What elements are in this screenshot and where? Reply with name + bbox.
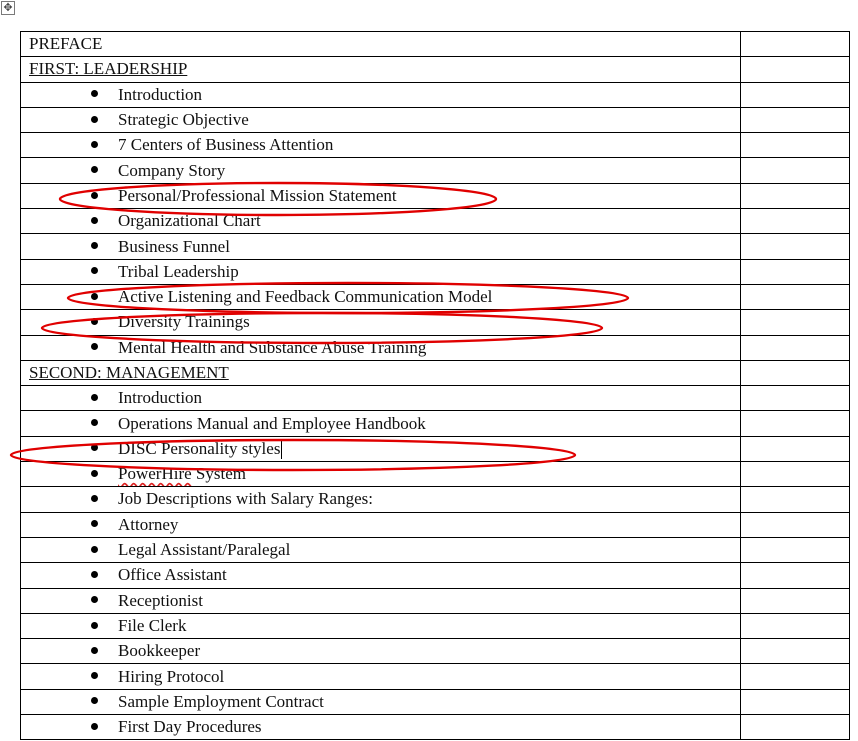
bullet-icon xyxy=(91,242,98,249)
toc-title-cell[interactable] xyxy=(21,82,741,107)
toc-title-cell[interactable] xyxy=(21,259,741,284)
toc-title-cell[interactable] xyxy=(21,512,741,537)
bullet-item-text: Hiring Protocol xyxy=(118,666,225,686)
toc-title-cell[interactable] xyxy=(21,563,741,588)
bullet-icon xyxy=(91,116,98,123)
toc-title-cell[interactable] xyxy=(21,689,741,714)
toc-page-cell[interactable] xyxy=(741,57,850,82)
toc-page-cell[interactable] xyxy=(741,107,850,132)
bullet-icon xyxy=(91,495,98,502)
toc-title-cell[interactable] xyxy=(21,57,741,82)
bullet-icon xyxy=(91,90,98,97)
bullet-icon xyxy=(91,217,98,224)
bullet-item-text: Mental Health and Substance Abuse Training xyxy=(118,337,427,357)
bullet-item-row xyxy=(21,664,850,689)
toc-title-cell[interactable] xyxy=(21,32,741,57)
toc-title-cell[interactable] xyxy=(21,386,741,411)
bullet-icon xyxy=(91,343,98,350)
toc-title-cell[interactable] xyxy=(21,234,741,259)
bullet-item-row xyxy=(21,563,850,588)
section-heading-text: FIRST: LEADERSHIP xyxy=(29,59,188,79)
toc-page-cell[interactable] xyxy=(741,335,850,360)
bullet-item-row xyxy=(21,107,850,132)
bullet-item-text: Organizational Chart xyxy=(118,211,261,231)
toc-page-cell[interactable] xyxy=(741,411,850,436)
toc-page-cell[interactable] xyxy=(741,563,850,588)
toc-page-cell[interactable] xyxy=(741,133,850,158)
bullet-icon xyxy=(91,647,98,654)
bullet-icon xyxy=(91,546,98,553)
bullet-icon xyxy=(91,723,98,730)
toc-page-cell[interactable] xyxy=(741,259,850,284)
bullet-item-text: PowerHire System xyxy=(118,464,246,484)
bullet-item-row xyxy=(21,133,850,158)
toc-page-cell[interactable] xyxy=(741,588,850,613)
bullet-icon xyxy=(91,697,98,704)
bullet-item-text: 7 Centers of Business Attention xyxy=(118,135,334,155)
bullet-item-row xyxy=(21,183,850,208)
bullet-item-text: Bookkeeper xyxy=(118,641,201,661)
toc-page-cell[interactable] xyxy=(741,613,850,638)
bullet-item-row xyxy=(21,689,850,714)
toc-page-cell[interactable] xyxy=(741,689,850,714)
bullet-item-row xyxy=(21,335,850,360)
toc-page-cell[interactable] xyxy=(741,284,850,309)
toc-title-cell[interactable] xyxy=(21,639,741,664)
toc-title-cell[interactable] xyxy=(21,310,741,335)
bullet-item-text: Introduction xyxy=(118,84,203,104)
section-heading-row xyxy=(21,360,850,385)
toc-title-cell[interactable] xyxy=(21,107,741,132)
bullet-item-text: Introduction xyxy=(118,388,203,408)
table-move-handle-icon[interactable]: ✥ xyxy=(1,1,15,15)
toc-title-cell[interactable] xyxy=(21,411,741,436)
bullet-icon xyxy=(91,571,98,578)
toc-title-cell[interactable] xyxy=(21,436,741,461)
bullet-item-text: Sample Employment Contract xyxy=(118,691,324,711)
bullet-icon xyxy=(91,192,98,199)
section-heading-row xyxy=(21,57,850,82)
toc-title-cell[interactable] xyxy=(21,462,741,487)
bullet-icon xyxy=(91,267,98,274)
bullet-item-row xyxy=(21,411,850,436)
toc-page-cell[interactable] xyxy=(741,158,850,183)
bullet-item-text: Receptionist xyxy=(118,590,203,610)
toc-title-cell[interactable] xyxy=(21,183,741,208)
toc-title-cell[interactable] xyxy=(21,133,741,158)
toc-page-cell[interactable] xyxy=(741,82,850,107)
toc-title-cell[interactable] xyxy=(21,588,741,613)
bullet-item-row xyxy=(21,310,850,335)
toc-title-cell[interactable] xyxy=(21,209,741,234)
bullet-item-row xyxy=(21,284,850,309)
toc-title-cell[interactable] xyxy=(21,613,741,638)
bullet-item-text: Operations Manual and Employee Handbook xyxy=(118,413,426,433)
toc-page-cell[interactable] xyxy=(741,386,850,411)
bullet-item-text: Attorney xyxy=(118,514,179,534)
toc-title-cell[interactable] xyxy=(21,335,741,360)
bullet-icon xyxy=(91,419,98,426)
bullet-item-row xyxy=(21,487,850,512)
toc-page-cell[interactable] xyxy=(741,32,850,57)
spellcheck-flag[interactable]: PowerHire xyxy=(118,464,192,484)
toc-title-cell[interactable] xyxy=(21,360,741,385)
bullet-icon xyxy=(91,596,98,603)
bullet-item-text: Legal Assistant/Paralegal xyxy=(118,540,291,560)
bullet-item-row xyxy=(21,259,850,284)
bullet-item-row xyxy=(21,209,850,234)
toc-page-cell[interactable] xyxy=(741,436,850,461)
bullet-icon xyxy=(91,444,98,451)
bullet-item-row xyxy=(21,82,850,107)
bullet-item-row xyxy=(21,436,850,461)
toc-page-cell[interactable] xyxy=(741,310,850,335)
section-heading-row xyxy=(21,32,850,57)
toc-page-cell[interactable] xyxy=(741,664,850,689)
section-heading-text: PREFACE xyxy=(29,34,103,54)
toc-page-cell[interactable] xyxy=(741,537,850,562)
bullet-icon xyxy=(91,394,98,401)
bullet-item-text: Diversity Trainings xyxy=(118,312,250,332)
bullet-icon xyxy=(91,318,98,325)
bullet-item-text: Active Listening and Feedback Communication Model xyxy=(118,287,493,307)
bullet-icon xyxy=(91,141,98,148)
toc-page-cell[interactable] xyxy=(741,639,850,664)
bullet-item-row xyxy=(21,715,850,740)
bullet-item-text: Tribal Leadership xyxy=(118,261,239,281)
toc-page-cell[interactable] xyxy=(741,360,850,385)
bullet-item-row xyxy=(21,462,850,487)
text-cursor xyxy=(281,441,282,459)
bullet-item-row xyxy=(21,639,850,664)
bullet-item-text: Job Descriptions with Salary Ranges: xyxy=(118,489,373,509)
bullet-item-text: DISC Personality styles xyxy=(118,438,281,458)
toc-title-cell[interactable] xyxy=(21,537,741,562)
toc-title-cell[interactable] xyxy=(21,715,741,740)
section-heading-text: SECOND: MANAGEMENT xyxy=(29,363,229,382)
toc-page-cell[interactable] xyxy=(741,209,850,234)
bullet-item-text: Personal/Professional Mission Statement xyxy=(118,185,397,205)
bullet-item-row xyxy=(21,613,850,638)
bullet-icon xyxy=(91,520,98,527)
toc-title-cell[interactable] xyxy=(21,664,741,689)
bullet-item-text: Strategic Objective xyxy=(118,110,249,130)
bullet-item-row xyxy=(21,588,850,613)
toc-title-cell[interactable] xyxy=(21,284,741,309)
bullet-item-row xyxy=(21,234,850,259)
bullet-icon xyxy=(91,622,98,629)
bullet-icon xyxy=(91,166,98,173)
bullet-icon xyxy=(91,672,98,679)
toc-page-cell[interactable] xyxy=(741,512,850,537)
bullet-item-text: Business Funnel xyxy=(118,236,230,256)
bullet-item-text: File Clerk xyxy=(118,615,187,635)
bullet-icon xyxy=(91,470,98,477)
bullet-item-row xyxy=(21,158,850,183)
toc-title-cell[interactable] xyxy=(21,487,741,512)
bullet-item-text: First Day Procedures xyxy=(118,717,262,737)
bullet-item-text: Company Story xyxy=(118,160,226,180)
bullet-item-row xyxy=(21,512,850,537)
toc-page-cell[interactable] xyxy=(741,487,850,512)
toc-table xyxy=(20,31,850,740)
bullet-item-row xyxy=(21,537,850,562)
bullet-icon xyxy=(91,293,98,300)
bullet-item-row xyxy=(21,386,850,411)
toc-page-cell[interactable] xyxy=(741,462,850,487)
toc-page-cell[interactable] xyxy=(741,715,850,740)
bullet-item-text: Office Assistant xyxy=(118,565,227,585)
toc-page-cell[interactable] xyxy=(741,234,850,259)
toc-page-cell[interactable] xyxy=(741,183,850,208)
toc-title-cell[interactable] xyxy=(21,158,741,183)
